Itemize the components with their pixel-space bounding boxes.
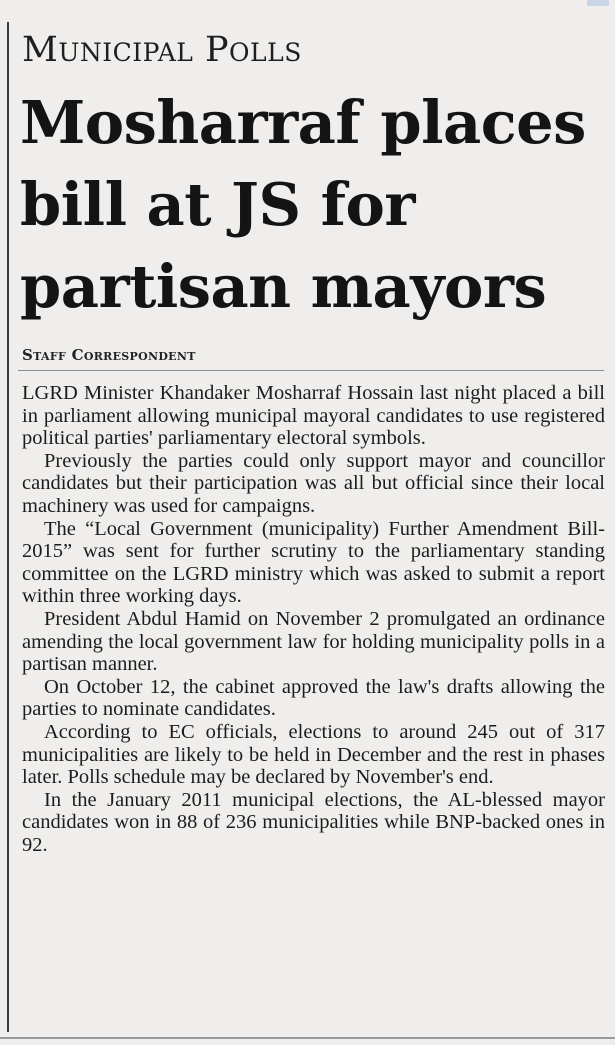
byline: Staff Correspondent [22,346,196,364]
byline-divider [18,370,604,371]
headline [20,82,612,328]
bottom-divider [0,1037,615,1039]
paragraph: The “Local Government (municipality) Further Amendment Bill-2015” was sent for further scrutiny to the parliamentary standing committee on the LGRD ministry which was asked to submit a report within three working days. [22,517,605,608]
paragraph: Previously the parties could only support mayor and councillor candidates but their participation was all but official since their local machinery was used for campaigns. [22,449,605,517]
headline-line: bill at JS for [20,170,415,239]
paragraph: According to EC officials, elections to around 245 out of 317 municipalities are likely to be held in December and the rest in phases later. Polls schedule may be declared by November's end. [22,720,605,789]
paragraph: LGRD Minister Khandaker Mosharraf Hossain last night placed a bill in parliament allowing municipal mayoral candidates to use registered political parties' parliamentary electoral symbols. [22,382,605,450]
paragraph: In the January 2011 municipal elections, the AL-blessed mayor candidates won in 88 of 236 municipalities while BNP-backed ones in 92. [22,788,605,856]
corner-mark [587,0,609,6]
paragraph: On October 12, the cabinet approved the law's drafts allowing the parties to nominate candidates. [22,675,605,721]
headline-line: partisan mayors [20,252,547,321]
headline-line: Mosharraf places [20,88,586,157]
column-rule [7,22,9,1032]
article-body [22,382,605,856]
section-kicker: Municipal Polls [22,30,302,70]
paragraph: President Abdul Hamid on November 2 promulgated an ordinance amending the local government law for holding municipality polls in a partisan manner. [22,607,605,676]
